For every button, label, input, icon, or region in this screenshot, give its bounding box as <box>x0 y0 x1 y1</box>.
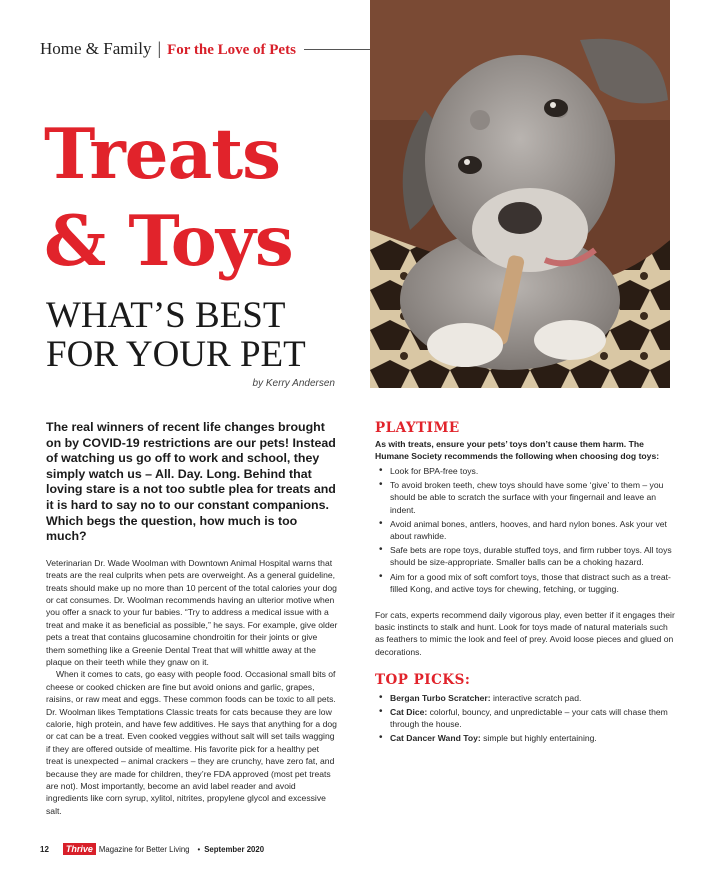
title-line-2: & Toys <box>44 201 293 282</box>
pick-name: Cat Dice: <box>390 707 428 718</box>
body-paragraph: Veterinarian Dr. Wade Woolman with Downtown Animal Hospital warns that treats are the real culprits when pets are overweight. As a general guideline, treats should make up no more than 10 percent of the total calories your dog or cat consumes. Dr. Woolman recommends having an ulterior motive when you offer a snack to your fur babies. “Try to address a medical issue with a treat and make it as beneficial as possible,” he says. For example, give older pets a treat that contains glucosamine chondroitin for their joints or give them something like a Greenie Dental Treat that will whittle away at the plaque on their teeth while they gnaw on it. <box>46 557 338 667</box>
pick-desc: colorful, bouncy, and unpredictable – your cats will chase them through the house. <box>390 707 668 730</box>
title-line-1: Treats <box>44 114 281 195</box>
subtitle-line-1: WHAT’S BEST <box>46 295 286 336</box>
pick-name: Bergan Turbo Scratcher: <box>390 692 491 703</box>
lead-paragraph: The real winners of recent life changes brought on by COVID-19 restrictions are our pets! Instead of watching us go off to work and school, they simply watch us – All. Day. Long. Behind that loving stare is a not too subtle plea for treats and it is hard to say no to our constant companions. Which begs the question, how much is too much? <box>46 420 336 544</box>
page-number: 12 <box>40 844 49 854</box>
top-picks-section <box>375 672 675 745</box>
footer-dot: • <box>197 844 201 854</box>
playtime-intro: As with treats, ensure your pets’ toys don’t cause them harm. The Humane Society recommends the following when choosing dog toys: <box>375 439 660 461</box>
section-rule <box>304 49 370 50</box>
puppy-photo <box>370 0 670 388</box>
cats-paragraph: For cats, experts recommend daily vigorous play, even better if it engages their basic instincts to stalk and hunt. Look for toys made of natural materials such as feathers to mimic the look and feel of prey. Avoid loose pieces and glued on decorations. <box>375 610 675 657</box>
top-picks-heading: TOP PICKS: <box>375 671 471 688</box>
section-header <box>40 38 370 59</box>
playtime-heading: PLAYTIME <box>375 420 460 436</box>
left-column <box>46 420 338 817</box>
pick-desc: interactive scratch pad. <box>490 692 582 703</box>
section-subtitle: For the Love of Pets <box>167 42 296 58</box>
top-picks-list <box>375 692 675 745</box>
pick-name: Cat Dancer Wand Toy: <box>390 733 481 744</box>
list-item <box>375 706 675 730</box>
pick-desc: simple but highly entertaining. <box>480 733 597 744</box>
list-item <box>375 692 675 704</box>
byline: by Kerry Andersen <box>252 378 335 389</box>
list-item <box>375 732 675 744</box>
playtime-section <box>375 420 675 658</box>
list-item: • Avoid animal bones, antlers, hooves, and hard nylon bones. Ask your vet about rawhide. <box>375 518 675 542</box>
list-item: • Safe bets are rope toys, durable stuffed toys, and firm rubber toys. All toys should be size-appropriate. Smaller balls can be a choking hazard. <box>375 544 675 568</box>
brand-logo: Thrive <box>63 843 96 855</box>
body-paragraph: When it comes to cats, go easy with people food. Occasional small bits of cheese or cooked chicken are fine but avoid onions and garlic, grapes, raisins, or raw meat and eggs. These common foods can be toxic to all pets. Dr. Woolman likes Temptations Classic treats for cats because they are low calorie, high protein, and have few additives. He says that anything for a dog or cat can be a treat. Even cooked veggies without salt will set tails wagging if they are offered outside of mealtime. His favorite pick for a healthy pet treat is unexpected – animal crackers – they are crunchy, have zero fat, and because they are made for children, they’re FDA approved (most pet treats are not). Most importantly, become an avid label reader and avoid ingredients like corn syrup, xylitol, nitrites, propylene glycol and excessive salt. <box>46 669 337 816</box>
right-column <box>375 420 675 747</box>
body-text <box>46 557 338 818</box>
list-item: • To avoid broken teeth, chew toys should have some ‘give’ to them – you should be able to scratch the surface with your fingernail and leave an indent. <box>375 479 675 516</box>
list-item: • Look for BPA-free toys. <box>375 465 675 477</box>
section-separator: | <box>157 38 162 58</box>
subtitle-line-2: FOR YOUR PET <box>46 334 306 375</box>
magazine-tagline: Magazine for Better Living <box>98 844 190 854</box>
playtime-list <box>375 465 675 595</box>
issue-date: September 2020 <box>204 844 265 854</box>
list-item: • Aim for a good mix of soft comfort toys, those that distract such as a treat-filled Kong, and active toys for chewing, fetching, or tugging. <box>375 571 675 595</box>
puppy-illustration <box>370 0 670 388</box>
section-name: Home & Family <box>40 39 152 58</box>
page-footer <box>40 843 264 855</box>
